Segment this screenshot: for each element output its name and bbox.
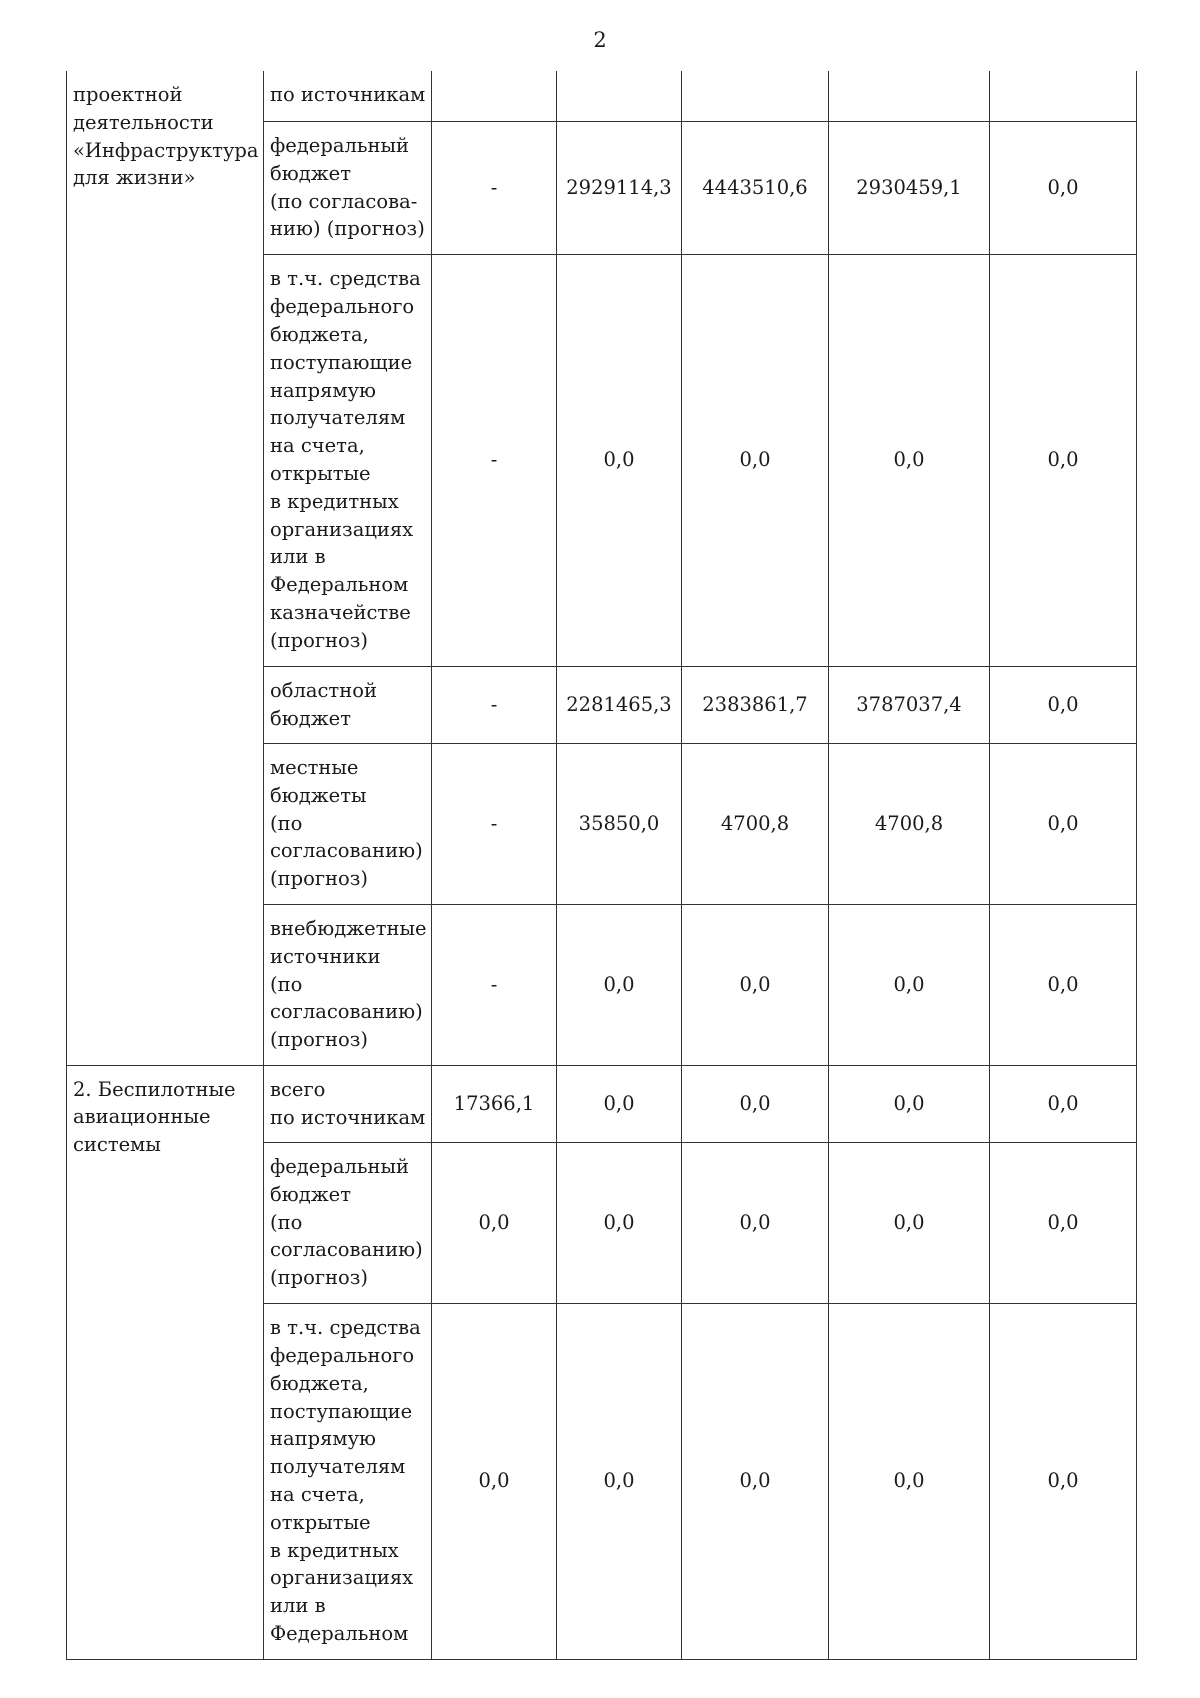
funding-source-line: бюджет	[270, 1182, 351, 1206]
funding-source-line: бюджет	[270, 706, 351, 730]
table-row	[67, 1065, 1137, 1142]
value-cell: 0,0	[557, 1303, 682, 1659]
value-cell: 0,0	[990, 121, 1137, 254]
value-cell: 0,0	[682, 1142, 829, 1303]
value-cell	[829, 71, 990, 121]
value-cell: 0,0	[682, 254, 829, 666]
program-name-line: системы	[73, 1133, 161, 1157]
value-cell: -	[432, 904, 557, 1065]
funding-source-line: федеральный	[270, 1155, 409, 1178]
funding-source-line: в т.ч. средства	[270, 1316, 421, 1340]
funding-source-cell	[264, 904, 432, 1065]
funding-source-line: по источникам	[270, 83, 426, 106]
funding-source-line: организациях	[270, 1566, 414, 1590]
funding-source-cell	[264, 121, 432, 254]
program-name-cell	[67, 1065, 264, 1659]
funding-source-line: федерального	[270, 295, 415, 319]
funding-source-line: федерального	[270, 1344, 415, 1368]
funding-source-line: нию) (прогноз)	[270, 217, 425, 241]
funding-source-cell	[264, 743, 432, 904]
funding-source-line: областной	[270, 678, 377, 702]
value-cell: 0,0	[990, 904, 1137, 1065]
value-cell: 0,0	[682, 1065, 829, 1142]
budget-table	[66, 71, 1137, 1660]
funding-source-line: согласованию)	[270, 1238, 423, 1262]
program-name-line: «Инфраструктура	[73, 138, 259, 162]
value-cell: 0,0	[990, 1303, 1137, 1659]
page-number: 2	[593, 28, 607, 52]
funding-source-line: поступающие	[270, 1399, 413, 1423]
funding-source-line: (прогноз)	[270, 1266, 369, 1290]
funding-source-line: (по	[270, 811, 303, 835]
funding-source-line: федеральный	[270, 133, 409, 157]
funding-source-line: напрямую	[270, 378, 377, 402]
funding-source-cell	[264, 1065, 432, 1142]
funding-source-cell	[264, 1142, 432, 1303]
budget-table-body	[67, 71, 1137, 1659]
funding-source-line: бюджет	[270, 161, 351, 185]
funding-source-line: всего	[270, 1077, 326, 1101]
value-cell: 2281465,3	[557, 666, 682, 743]
value-cell: 0,0	[432, 1303, 557, 1659]
value-cell: 0,0	[829, 1142, 990, 1303]
funding-source-line: (прогноз)	[270, 867, 369, 891]
value-cell: -	[432, 254, 557, 666]
funding-source-line: бюджета,	[270, 323, 369, 347]
program-name-line: проектной	[73, 83, 183, 106]
funding-source-line: (прогноз)	[270, 1028, 369, 1052]
value-cell: 0,0	[990, 743, 1137, 904]
value-cell: 0,0	[829, 1065, 990, 1142]
value-cell: 0,0	[557, 904, 682, 1065]
funding-source-line: внебюджетные	[270, 917, 427, 940]
value-cell: 17366,1	[432, 1065, 557, 1142]
value-cell	[432, 71, 557, 121]
program-name-line: 2. Беспилотные	[73, 1077, 236, 1101]
funding-source-line: в кредитных	[270, 1538, 399, 1562]
funding-source-line: согласованию)	[270, 839, 423, 863]
value-cell: 0,0	[432, 1142, 557, 1303]
funding-source-line: в т.ч. средства	[270, 267, 421, 291]
funding-source-line: по источникам	[270, 1105, 426, 1129]
funding-source-line: (прогноз)	[270, 628, 369, 652]
value-cell: 0,0	[990, 1142, 1137, 1303]
funding-source-cell	[264, 1303, 432, 1659]
value-cell: 0,0	[829, 904, 990, 1065]
value-cell: 0,0	[990, 254, 1137, 666]
value-cell: 0,0	[682, 904, 829, 1065]
funding-source-line: Федеральном	[270, 1621, 409, 1645]
value-cell: 0,0	[990, 666, 1137, 743]
value-cell: 0,0	[829, 254, 990, 666]
value-cell: 4443510,6	[682, 121, 829, 254]
funding-source-cell	[264, 254, 432, 666]
funding-source-line: организациях	[270, 517, 414, 541]
program-name-line: деятельности	[73, 110, 214, 134]
value-cell: 0,0	[682, 1303, 829, 1659]
value-cell: 0,0	[557, 1142, 682, 1303]
funding-source-line: бюджета,	[270, 1371, 369, 1395]
program-name-line: для жизни»	[73, 166, 196, 190]
value-cell: 35850,0	[557, 743, 682, 904]
funding-source-line: (по согласова-	[270, 189, 418, 213]
funding-source-line: на счета,	[270, 1483, 365, 1506]
funding-source-line: местные	[270, 756, 359, 779]
funding-source-line: или в	[270, 545, 326, 569]
value-cell: -	[432, 121, 557, 254]
value-cell: 3787037,4	[829, 666, 990, 743]
funding-source-line: напрямую	[270, 1427, 377, 1451]
value-cell: 4700,8	[682, 743, 829, 904]
table-row	[67, 71, 1137, 121]
funding-source-line: источники	[270, 944, 381, 968]
funding-source-cell	[264, 71, 432, 121]
funding-source-line: получателям	[270, 406, 406, 430]
funding-source-line: (по	[270, 1210, 303, 1234]
funding-source-line: (по	[270, 972, 303, 996]
value-cell: 4700,8	[829, 743, 990, 904]
funding-source-line: открытые	[270, 1510, 371, 1534]
value-cell	[682, 71, 829, 121]
funding-source-line: открытые	[270, 462, 371, 485]
value-cell: 0,0	[829, 1303, 990, 1659]
value-cell	[990, 71, 1137, 121]
value-cell: 0,0	[557, 254, 682, 666]
funding-source-line: получателям	[270, 1455, 406, 1479]
funding-source-line: казначействе	[270, 600, 411, 624]
value-cell: 2930459,1	[829, 121, 990, 254]
funding-source-line: в кредитных	[270, 489, 399, 513]
program-name-cell	[67, 71, 264, 1065]
program-name-line: авиационные	[73, 1105, 211, 1129]
funding-source-line: бюджеты	[270, 783, 367, 807]
value-cell: 0,0	[557, 1065, 682, 1142]
funding-source-line: поступающие	[270, 350, 413, 374]
value-cell: 2383861,7	[682, 666, 829, 743]
value-cell: 2929114,3	[557, 121, 682, 254]
funding-source-line: на счета,	[270, 434, 365, 458]
value-cell: -	[432, 743, 557, 904]
funding-source-line: Федеральном	[270, 573, 409, 597]
value-cell	[557, 71, 682, 121]
funding-source-cell	[264, 666, 432, 743]
funding-source-line: или в	[270, 1594, 326, 1618]
funding-source-line: согласованию)	[270, 1000, 423, 1024]
value-cell: 0,0	[990, 1065, 1137, 1142]
value-cell: -	[432, 666, 557, 743]
